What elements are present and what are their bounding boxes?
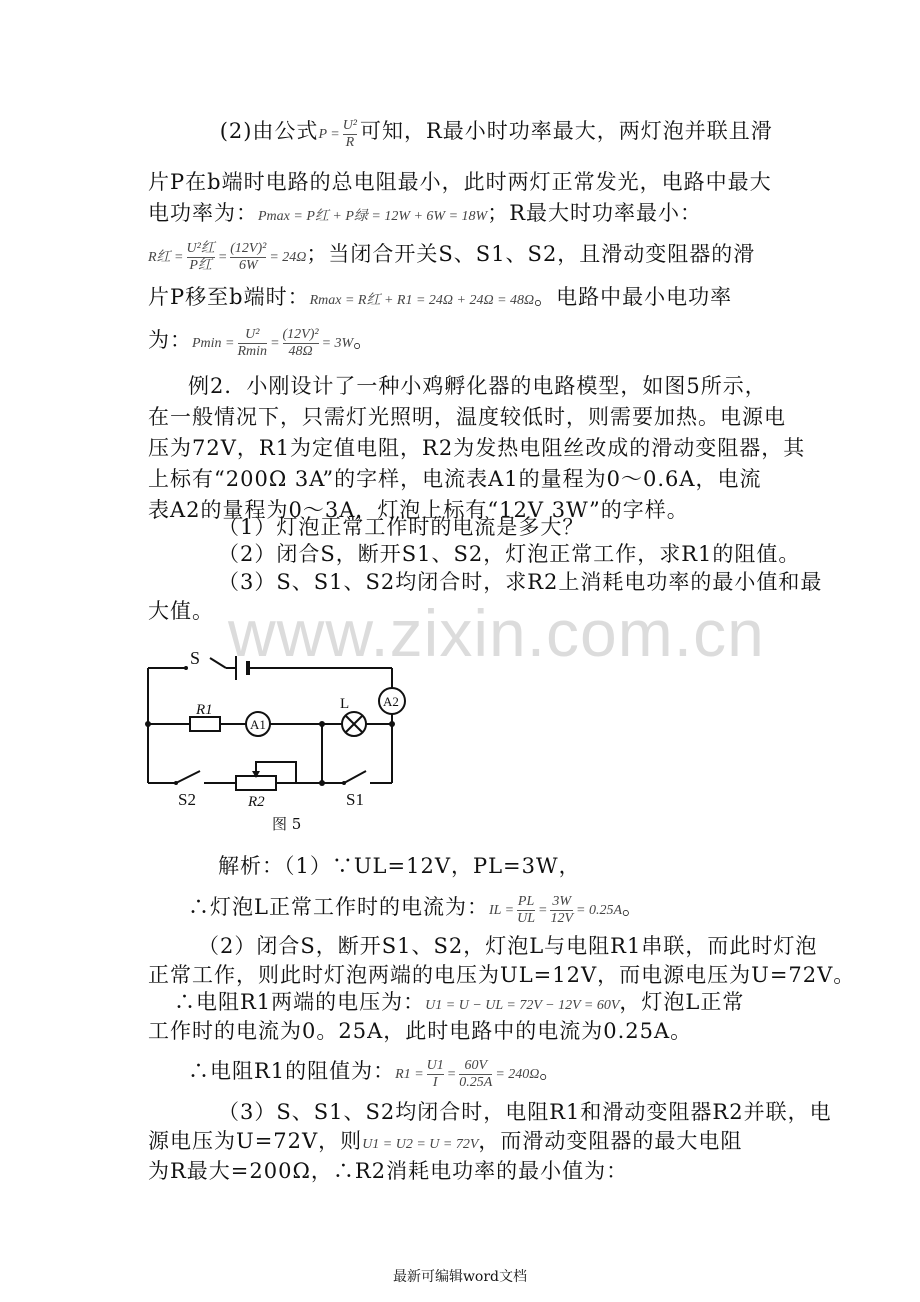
fraction-den: 6W	[230, 257, 266, 274]
question-2: （2）闭合S，断开S1、S2，灯泡正常工作，求R1的阻值。	[218, 542, 801, 566]
formula-pmin: Pmin = U² Rmin = $\frac{\text{(12V)²}}{48\Omega}$ = 3W	[192, 327, 354, 360]
solution-line: 正常工作，则此时灯泡两端的电压为UL=12V，而电源电压为U=72V。	[148, 963, 856, 987]
solution-line	[188, 1057, 561, 1091]
example-line: 表A2的量程为0～3A，灯泡上标有“12V 3W”的字样。	[148, 498, 689, 522]
label-r2: R2	[248, 794, 265, 810]
fraction-den: I	[427, 1074, 444, 1091]
fraction-den: Rmin	[237, 344, 268, 360]
fraction-num: U²	[342, 118, 357, 134]
figure-caption: 图 5	[272, 815, 302, 833]
fraction-num: 3W	[552, 894, 572, 910]
label-l: L	[340, 696, 350, 712]
fraction	[459, 1058, 492, 1091]
formula-text: R红 =	[148, 250, 184, 265]
page-footer: 最新可编辑word文档	[392, 1269, 528, 1285]
fraction-num: PL	[517, 894, 535, 910]
formula-text: = 24Ω	[269, 250, 307, 265]
fraction-num: (12V)²	[230, 241, 267, 257]
fraction	[517, 894, 535, 927]
label-a2: A2	[383, 694, 399, 709]
question-1: （1）灯泡正常工作时的电流是多大？	[218, 515, 585, 539]
formula-pmax: Pmax = P红 + P绿 = 12W + 6W = 18W	[258, 209, 488, 224]
solution-line	[148, 1127, 742, 1159]
solution-line: （3）S、S1、S2均闭合时，电阻R1和滑动变阻器R2并联，电	[218, 1100, 832, 1124]
fraction-num: U²	[245, 327, 260, 343]
example-line: 在一般情况下，只需灯光照明，温度较低时，则需要加热。电源电	[148, 405, 786, 429]
label-s: S	[190, 648, 201, 668]
label-s2: S2	[178, 790, 196, 809]
text-span: 为：	[148, 328, 192, 352]
formula-text: = 3W	[321, 336, 354, 351]
text-span: ；当闭合开关S、S1、S2，且滑动变阻器的滑	[306, 242, 756, 266]
fraction-den: 48Ω	[283, 343, 319, 360]
formula-u1: U1 = U − UL = 72V − 12V = 60V	[425, 998, 620, 1013]
text-span: ，灯泡L正常	[619, 990, 745, 1014]
text-span: ；R最大时功率最小：	[487, 201, 703, 225]
fraction-den: R	[343, 134, 357, 151]
formula-text: = 0.25A	[576, 903, 623, 918]
text-span: ∴灯泡L正常工作时的电流为：	[188, 895, 489, 919]
example-line: 例2．小刚设计了一种小鸡孵化器的电路模型，如图5所示，	[188, 374, 767, 398]
text-span: 片P移至b端时：	[148, 285, 310, 309]
solution-line: 解析：（1）∵UL=12V，PL=3W，	[218, 854, 581, 878]
solution-line	[174, 988, 744, 1020]
formula-u: U1 = U2 = U = 72V	[362, 1137, 479, 1152]
fraction-den: 12V	[550, 911, 574, 927]
fraction-num: (12V)²	[282, 327, 319, 343]
example-line: 上标有“200Ω 3A”的字样，电流表A1的量程为0～0.6A，电流	[148, 467, 762, 491]
solution-line	[188, 893, 644, 927]
text-span: ，而滑动变阻器的最大电阻	[478, 1129, 743, 1153]
watermark: www.zixin.com.cn	[228, 596, 765, 670]
fraction-den: 0.25A	[459, 1075, 493, 1091]
formula-r1: R1 = $\frac{U1}{I}$ = $\frac{60V}{0.25A}$ = 240Ω	[395, 1058, 540, 1091]
text-span: ∴电阻R1的阻值为：	[188, 1059, 396, 1083]
solution-line: 为R最大=200Ω，∴R2消耗电功率的最小值为：	[148, 1159, 629, 1183]
formula-r-red: R红 = U²红 P红 = $\frac{\text{(12V)²}}{6W}$ = 24Ω	[148, 241, 307, 274]
text-span: (2)由公式	[219, 119, 319, 143]
formula-text: P =	[318, 127, 340, 142]
fraction-num: U²红	[186, 241, 215, 257]
formula-rmax: Rmax = R红 + R1 = 24Ω + 24Ω = 48Ω	[309, 293, 535, 308]
formula-text: = 240Ω	[495, 1067, 540, 1082]
text-span: 电功率为：	[148, 201, 258, 225]
formula-il: IL = $\frac{PL}{UL}$ = $\frac{3W}{12V}$ = 0.25A	[488, 894, 623, 927]
example-line: 压为72V，R1为定值电阻，R2为发热电阻丝改成的滑动变阻器，其	[148, 436, 806, 460]
question-3-cont: 大值。	[148, 599, 214, 623]
question-3: （3）S、S1、S2均闭合时，求R2上消耗电功率的最小值和最	[218, 570, 823, 594]
fraction-num: U1	[426, 1058, 444, 1074]
text-span: 源电压为U=72V，则	[148, 1129, 363, 1153]
fraction-den: UL	[517, 911, 536, 927]
text-span: 。	[353, 328, 376, 352]
label-a1: A1	[250, 717, 266, 732]
label-r1: R1	[196, 702, 213, 718]
text-span: ∴电阻R1两端的电压为：	[174, 990, 426, 1014]
fraction	[550, 894, 573, 927]
formula-text: R1 =	[395, 1067, 424, 1082]
formula-text: Pmin =	[192, 336, 235, 351]
text-span: 。	[539, 1059, 562, 1083]
text-span: 。	[622, 895, 645, 919]
formula-text: IL =	[488, 903, 515, 918]
text-line: 片P在b端时电路的总电阻最小，此时两灯正常发光，电路中最大	[148, 170, 772, 194]
fraction-den: P红	[187, 257, 215, 274]
solution-line: （2）闭合S，断开S1、S2，灯泡L与电阻R1串联，而此时灯泡	[198, 934, 818, 958]
text-span: 。电路中最小电功率	[534, 285, 733, 309]
solution-line: 工作时的电流为0。25A，此时电路中的电流为0.25A。	[148, 1019, 693, 1043]
label-s1: S1	[346, 790, 364, 809]
text-span: 可知，R最小时功率最大，两灯泡并联且滑	[360, 119, 773, 143]
fraction	[427, 1058, 444, 1091]
fraction-num: 60V	[464, 1058, 488, 1074]
